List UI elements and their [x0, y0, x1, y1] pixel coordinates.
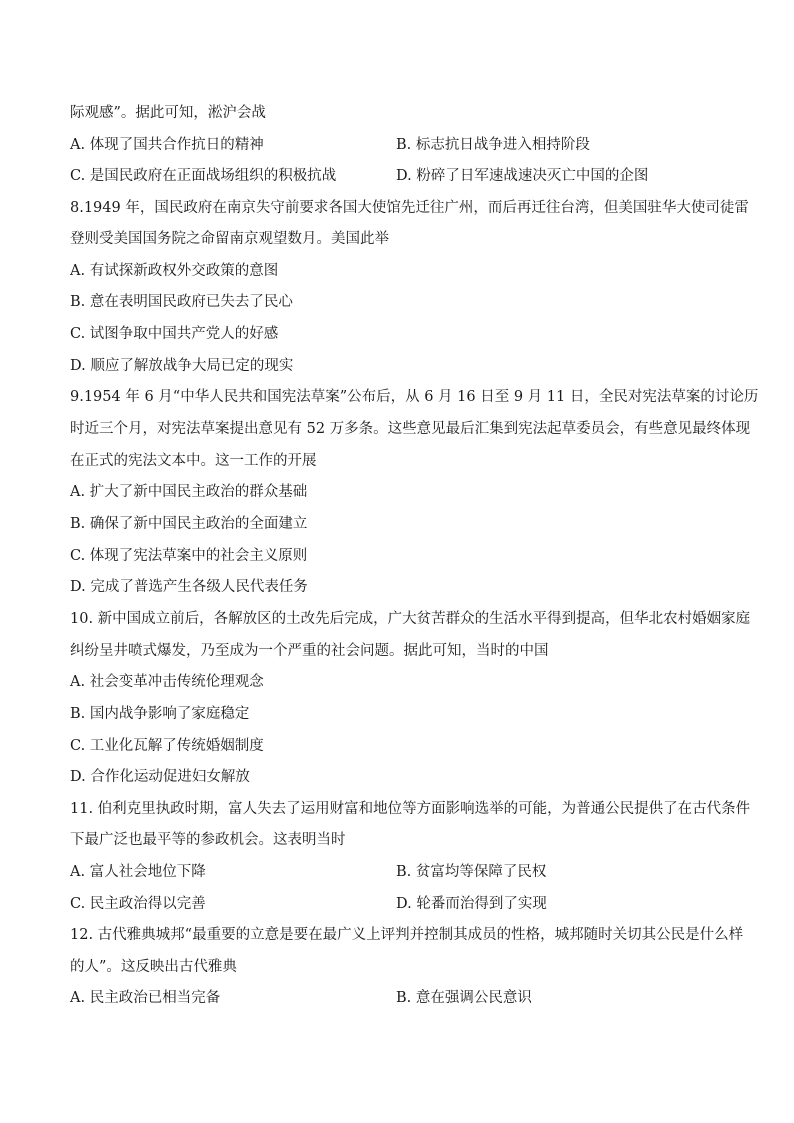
q11-stem-line2: 下最广泛也最平等的参政机会。这表明当时 — [70, 832, 346, 848]
q11-option-d: D. 轮番而治得到了实现 — [396, 896, 547, 912]
q9-stem-line3: 在正式的宪法文本中。这一工作的开展 — [70, 453, 317, 469]
q10-stem-line1: 10. 新中国成立前后，各解放区的土改先后完成，广大贫苦群众的生活水平得到提高，但华北农村婚姻家庭 — [70, 611, 751, 627]
q8-option-c: C. 试图争取中国共产党人的好感 — [70, 326, 279, 342]
q10-option-d: D. 合作化运动促进妇女解放 — [70, 769, 250, 785]
q8-stem-line1: 8.1949 年，国民政府在南京失守前要求各国大使馆先迁往广州，而后再迁往台湾，但美国驻华大使司徒雷 — [70, 200, 749, 216]
q11-option-b: B. 贫富均等保障了民权 — [396, 864, 547, 880]
q9-option-d: D. 完成了普选产生各级人民代表任务 — [70, 579, 308, 595]
q7-option-b: B. 标志抗日战争进入相持阶段 — [396, 137, 590, 153]
q9-option-b: B. 确保了新中国民主政治的全面建立 — [70, 516, 308, 532]
q8-option-b: B. 意在表明国民政府已失去了民心 — [70, 294, 293, 310]
q7-option-d: D. 粉碎了日军速战速决灭亡中国的企图 — [396, 168, 649, 184]
q10-stem-line2: 纠纷呈井喷式爆发，乃至成为一个严重的社会问题。据此可知，当时的中国 — [70, 643, 549, 659]
q8-option-a: A. 有试探新政权外交政策的意图 — [70, 263, 279, 279]
q8-option-d: D. 顺应了解放战争大局已定的现实 — [70, 358, 294, 374]
q12-option-a: A. 民主政治已相当完备 — [70, 990, 221, 1006]
q10-option-c: C. 工业化瓦解了传统婚姻制度 — [70, 738, 264, 754]
q11-stem-line1: 11. 伯利克里执政时期，富人失去了运用财富和地位等方面影响选举的可能，为普通公民提供了在古代条件 — [70, 801, 751, 817]
q9-stem-line1: 9.1954 年 6 月“中华人民共和国宪法草案”公布后，从 6 月 16 日至 9 月 11 日，全民对宪法草案的讨论历 — [70, 389, 759, 405]
q9-option-a: A. 扩大了新中国民主政治的群众基础 — [70, 484, 308, 500]
q11-option-c: C. 民主政治得以完善 — [70, 896, 206, 912]
q11-option-a: A. 富人社会地位下降 — [70, 864, 206, 880]
q12-stem-line2: 的人”。这反映出古代雅典 — [70, 959, 237, 975]
q9-stem-line2: 时近三个月，对宪法草案提出意见有 52 万多条。这些意见最后汇集到宪法起草委员会，有些意见最终体现 — [70, 421, 751, 437]
q7-stem-end: 际观感”。据此可知，淞沪会战 — [70, 105, 266, 121]
q7-option-c: C. 是国民政府在正面战场组织的积极抗战 — [70, 168, 337, 184]
q10-option-a: A. 社会变革冲击传统伦理观念 — [70, 674, 264, 690]
q9-option-c: C. 体现了宪法草案中的社会主义原则 — [70, 548, 308, 564]
q12-option-b: B. 意在强调公民意识 — [396, 990, 532, 1006]
q8-stem-line2: 登则受美国国务院之命留南京观望数月。美国此举 — [70, 231, 389, 247]
q10-option-b: B. 国内战争影响了家庭稳定 — [70, 706, 250, 722]
q12-stem-line1: 12. 古代雅典城邦“最重要的立意是要在最广义上评判并控制其成员的性格，城邦随时关切其公民是什么样 — [70, 927, 744, 943]
q7-option-a: A. 体现了国共合作抗日的精神 — [70, 137, 264, 153]
